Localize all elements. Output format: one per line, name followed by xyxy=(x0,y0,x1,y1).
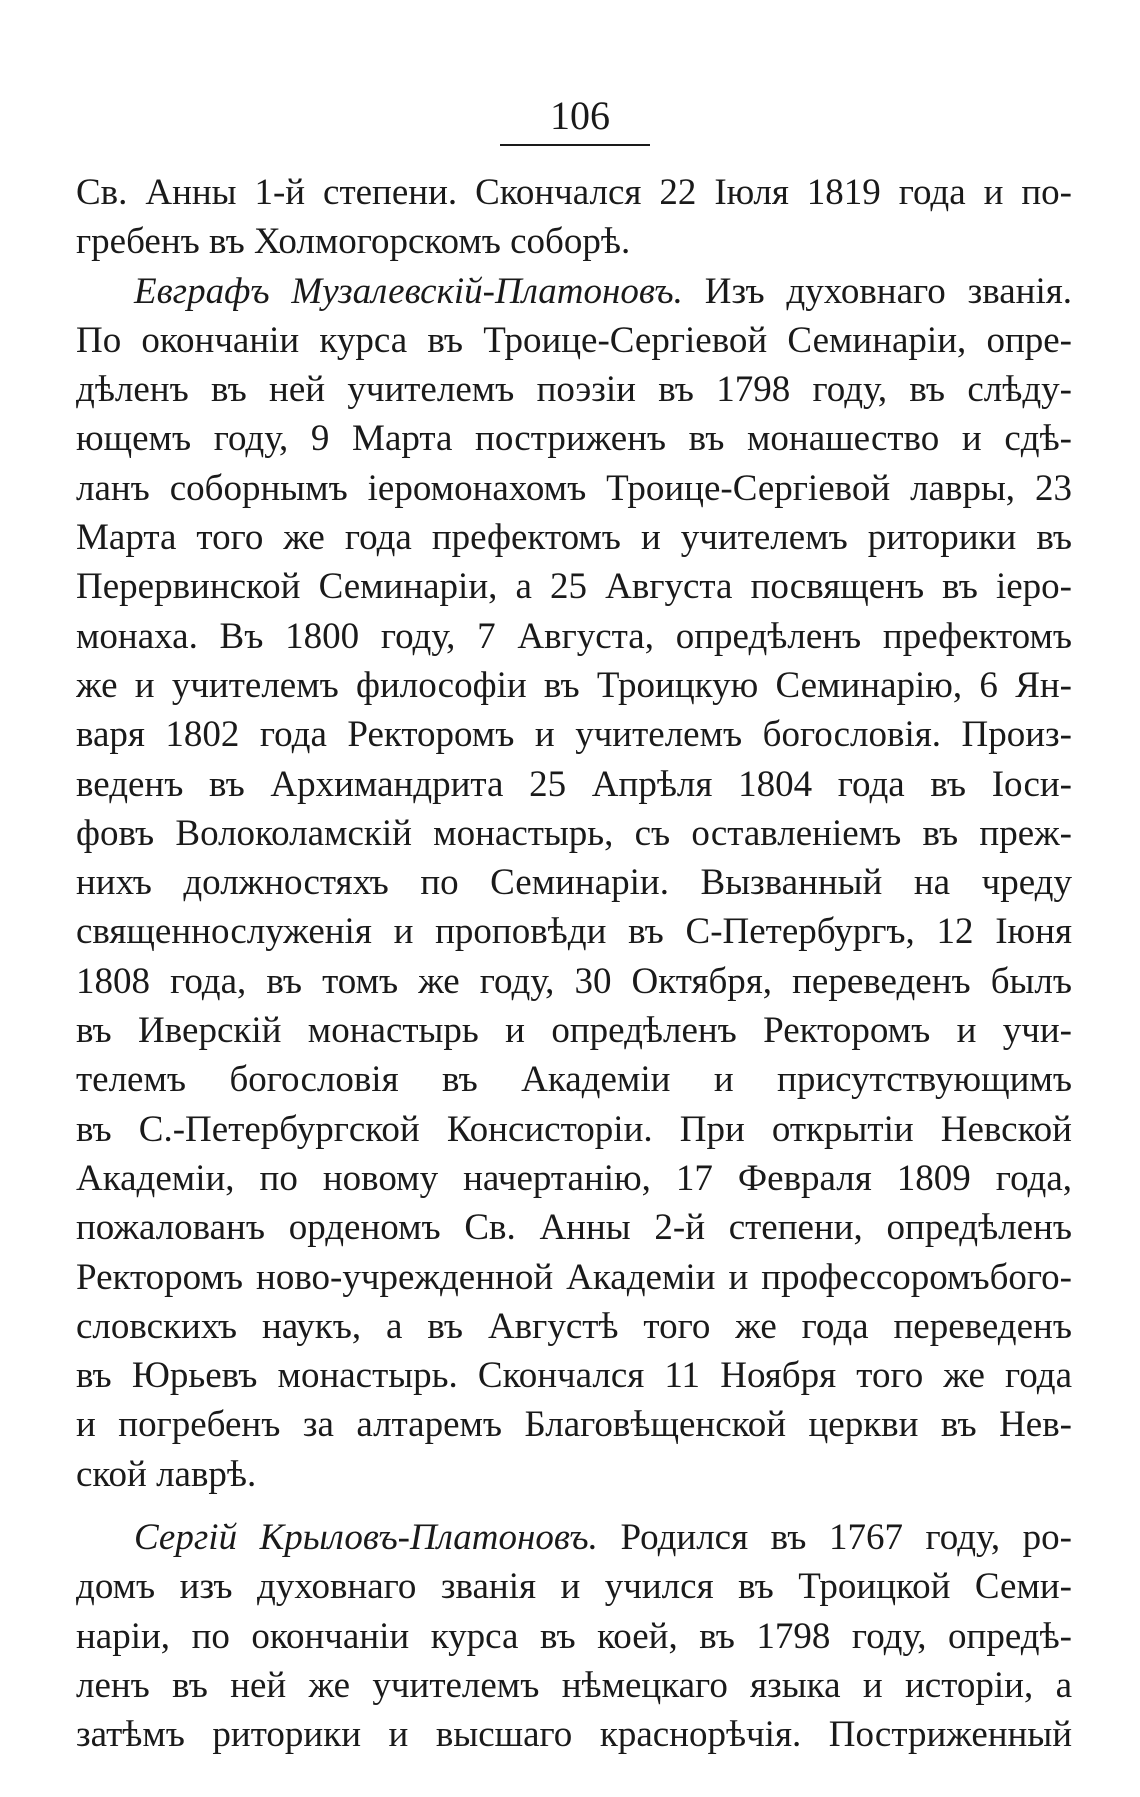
text-line: нихъ должностяхъ по Семинаріи. Вызванный на чреду xyxy=(76,862,1072,904)
text-line: По окончаніи курса въ Троице-Сергіевой Семинаріи, опре- xyxy=(76,319,1072,361)
text-line: Перервинской Семинаріи, а 25 Августа посвященъ въ іеро- xyxy=(76,566,1072,608)
paragraph xyxy=(76,168,1072,267)
text-line: Марта того же года префектомъ и учителемъ риторики въ xyxy=(76,517,1072,559)
text-line: ленъ въ ней же учителемъ нѣмецкаго языка и исторіи, а xyxy=(76,1664,1072,1706)
paragraph xyxy=(76,1513,1072,1759)
text-line: словскихъ наукъ, а въ Августѣ того же года переведенъ xyxy=(76,1305,1072,1347)
text-line: и погребенъ за алтаремъ Благовѣщенской церкви въ Нев- xyxy=(76,1404,1072,1446)
text-line: дѣленъ въ ней учителемъ поэзіи въ 1798 году, въ слѣду- xyxy=(76,369,1072,411)
line-text: Родился въ 1767 году, ро- xyxy=(597,1517,1072,1559)
text-line: пожалованъ орденомъ Св. Анны 2-й степени, опредѣленъ xyxy=(76,1207,1072,1249)
page-number-rule xyxy=(500,144,650,146)
text-line: въ Иверскій монастырь и опредѣленъ Ректоромъ и учи- xyxy=(76,1010,1072,1052)
text-line: въ Юрьевъ монастырь. Скончался 11 Ноября того же года xyxy=(76,1355,1072,1397)
text-line: Академіи, по новому начертанію, 17 Февраля 1809 года, xyxy=(76,1157,1072,1199)
text-line: домъ изъ духовнаго званія и учился въ Троицкой Семи- xyxy=(76,1566,1072,1608)
text-line: въ С.-Петербургской Консисторіи. При открытіи Невской xyxy=(76,1108,1072,1150)
text-line: ющемъ году, 9 Марта постриженъ въ монашество и сдѣ- xyxy=(76,418,1072,460)
text-line: наріи, по окончаніи курса въ коей, въ 1798 году, опредѣ- xyxy=(76,1615,1072,1657)
text-line: ской лаврѣ. xyxy=(76,1453,257,1495)
text-line: веденъ въ Архимандрита 25 Апрѣля 1804 года въ Іоси- xyxy=(76,763,1072,805)
text-line xyxy=(76,267,1072,316)
body-text xyxy=(76,168,1072,1760)
text-line: затѣмъ риторики и высшаго краснорѣчія. Постриженный xyxy=(76,1714,1072,1756)
text-line: Св. Анны 1-й степени. Скончался 22 Іюля 1819 года и по- xyxy=(76,172,1072,213)
person-name: Сергій Крыловъ-Платоновъ. xyxy=(134,1517,598,1559)
text-line: священнослуженія и проповѣди въ С-Петербургъ, 12 Іюня xyxy=(76,911,1072,953)
text-line: гребенъ въ Холмогорскомъ соборѣ. xyxy=(76,221,631,263)
text-line: 1808 года, въ томъ же году, 30 Октября, переведенъ былъ xyxy=(76,960,1072,1002)
page-number: 106 xyxy=(550,93,610,138)
text-line: ланъ соборнымъ іеромонахомъ Троице-Сергіевой лавры, 23 xyxy=(76,467,1072,509)
text-line xyxy=(76,1513,1072,1562)
text-line: варя 1802 года Ректоромъ и учителемъ богословія. Произ- xyxy=(76,714,1072,756)
person-name: Евграфъ Музалевскій-Платоновъ. xyxy=(134,270,683,312)
text-line: монаха. Въ 1800 году, 7 Августа, опредѣленъ префектомъ xyxy=(76,615,1072,657)
text-line: Ректоромъ ново-учрежденной Академіи и профессоромъбого- xyxy=(76,1256,1072,1298)
paragraph xyxy=(76,267,1072,1499)
text-line: телемъ богословія въ Академіи и присутствующимъ xyxy=(76,1059,1072,1101)
text-line: же и учителемъ философіи въ Троицкую Семинарію, 6 Ян- xyxy=(76,664,1072,706)
line-text: Изъ духовнаго званія. xyxy=(682,270,1072,312)
text-line: фовъ Волоколамскій монастырь, съ оставленіемъ въ преж- xyxy=(76,812,1072,854)
